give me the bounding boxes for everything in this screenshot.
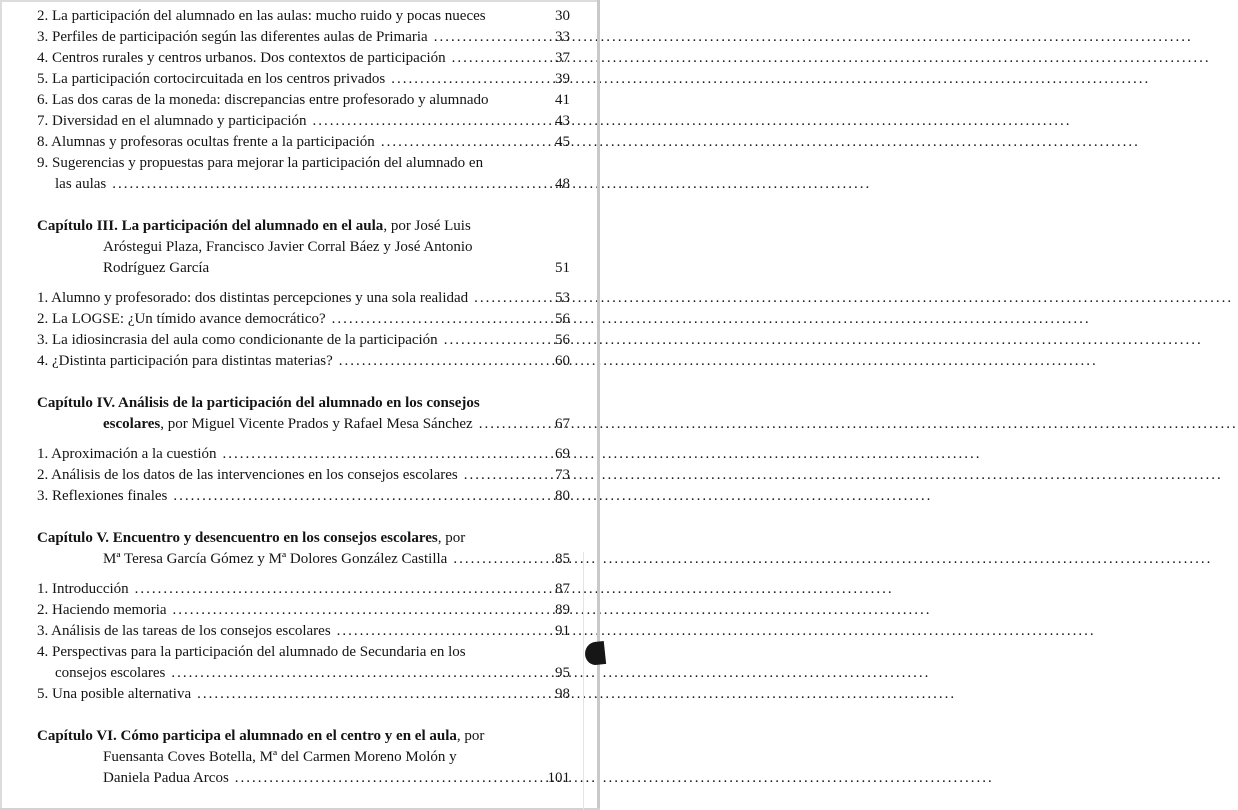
page-number: 33	[555, 29, 570, 45]
dot-leader	[453, 549, 541, 570]
dot-leader	[464, 465, 541, 486]
toc-line	[37, 414, 570, 435]
page-number: 39	[555, 71, 570, 87]
scan-edge-left	[0, 0, 2, 810]
toc-title-regular: 2. Análisis de los datos de las intervenciones en los consejos escolares	[37, 467, 458, 483]
page-number: 80	[555, 488, 570, 504]
toc-line	[37, 663, 570, 684]
dot-leader	[391, 69, 541, 90]
toc-text	[37, 48, 446, 69]
toc-line	[37, 351, 570, 372]
toc-entry-section	[37, 153, 570, 195]
toc-text	[55, 174, 106, 195]
page-number: 41	[555, 92, 570, 108]
toc-line	[37, 726, 570, 747]
toc-title-regular: 2. La participación del alumnado en las aulas: mucho ruido y pocas nueces	[37, 8, 486, 24]
toc-title-regular: consejos escolares	[55, 665, 166, 681]
toc-text	[103, 237, 473, 258]
toc-text	[37, 69, 385, 90]
toc-line	[37, 444, 570, 465]
toc-line	[37, 111, 570, 132]
dot-leader	[444, 330, 541, 351]
toc-entry-section	[37, 90, 570, 111]
toc-line	[37, 216, 570, 237]
dot-leader	[479, 414, 541, 435]
toc-title-regular: 9. Sugerencias y propuestas para mejorar la participación del alumnado en	[37, 155, 484, 171]
page-number: 45	[555, 134, 570, 150]
toc-line	[37, 330, 570, 351]
dot-leader	[173, 600, 541, 621]
toc-line	[37, 465, 570, 486]
dot-leader	[474, 288, 541, 309]
page-number: 67	[555, 416, 570, 432]
dot-leader	[171, 663, 541, 684]
toc-text	[37, 642, 466, 663]
toc-entry-section	[37, 330, 570, 351]
page-number: 48	[555, 176, 570, 192]
toc-text	[37, 393, 480, 414]
toc-entry-section	[37, 111, 570, 132]
toc-title-bold: Capítulo III. La participación del alumnado en el aula	[37, 218, 384, 234]
toc-text	[37, 528, 465, 549]
page-number: 43	[555, 113, 570, 129]
toc-title-regular: 2. La LOGSE: ¿Un tímido avance democrático?	[37, 311, 326, 327]
dot-leader	[223, 444, 541, 465]
toc-line	[37, 27, 570, 48]
toc-text	[37, 27, 428, 48]
dot-leader	[332, 309, 541, 330]
toc-entry-section	[37, 351, 570, 372]
dot-leader	[313, 111, 542, 132]
page-number: 37	[555, 50, 570, 66]
page-number: 69	[555, 446, 570, 462]
toc-entry-section	[37, 579, 570, 600]
toc-entry-section	[37, 48, 570, 69]
toc-text	[103, 768, 229, 789]
page-number: 56	[555, 311, 570, 327]
toc-title-regular: , por	[456, 728, 485, 744]
toc-line	[37, 153, 570, 174]
page-number: 98	[555, 686, 570, 702]
toc-text	[37, 579, 129, 600]
toc-text	[37, 288, 468, 309]
toc-text	[37, 621, 331, 642]
toc-title-regular: Fuensanta Coves Botella, Mª del Carmen Moreno Molón y	[103, 749, 457, 765]
toc-title-regular: 5. La participación cortocircuitada en los centros privados	[37, 71, 386, 87]
toc-text	[37, 486, 167, 507]
toc-title-regular: 4. ¿Distinta participación para distintas materias?	[37, 353, 333, 369]
toc-line	[37, 642, 570, 663]
dot-leader	[135, 579, 541, 600]
page-number: 30	[555, 8, 570, 24]
toc-title-regular: 3. La idiosincrasia del aula como condicionante de la participación	[37, 332, 438, 348]
toc-entry-section	[37, 309, 570, 330]
toc-text	[37, 132, 375, 153]
toc-line	[37, 90, 570, 111]
page-number: 91	[555, 623, 570, 639]
dot-leader	[235, 768, 541, 789]
toc-line	[37, 6, 570, 27]
toc-title-regular: 3. Perfiles de participación según las diferentes aulas de Primaria	[37, 29, 428, 45]
scan-edge-top	[0, 0, 600, 2]
toc-line	[37, 684, 570, 705]
toc-title-regular: 6. Las dos caras de la moneda: discrepancias entre profesorado y alumnado	[37, 92, 489, 108]
page-number: 95	[555, 665, 570, 681]
toc-text	[37, 465, 458, 486]
toc-title-regular: Rodríguez García	[103, 260, 210, 276]
toc-entry-section	[37, 465, 570, 486]
toc-title-regular: 8. Alumnas y profesoras ocultas frente a la participación	[37, 134, 375, 150]
toc-text	[103, 549, 447, 570]
toc-text	[37, 684, 191, 705]
page-number: 53	[555, 290, 570, 306]
toc-line	[37, 288, 570, 309]
toc-entry-chapter	[37, 393, 570, 435]
toc-title-regular: las aulas	[55, 176, 107, 192]
toc-line	[37, 528, 570, 549]
toc-entry-section	[37, 684, 570, 705]
toc-line	[37, 393, 570, 414]
toc-title-regular: 1. Aproximación a la cuestión	[37, 446, 217, 462]
toc-line	[37, 132, 570, 153]
toc-line	[37, 69, 570, 90]
toc-entry-section	[37, 27, 570, 48]
toc-entry-chapter	[37, 726, 570, 789]
toc-entry-section	[37, 69, 570, 90]
toc-title-regular: Mª Teresa García Gómez y Mª Dolores González Castilla	[103, 551, 448, 567]
toc-entry-section	[37, 444, 570, 465]
toc-line	[37, 174, 570, 195]
toc-list	[37, 6, 570, 798]
toc-text	[37, 600, 167, 621]
toc-text	[37, 90, 489, 111]
toc-title-bold: Capítulo IV. Análisis de la participación del alumnado en los consejos	[37, 395, 480, 411]
toc-entry-section	[37, 486, 570, 507]
toc-title-bold: Capítulo VI. Cómo participa el alumnado en el centro y en el aula	[37, 728, 457, 744]
toc-line	[37, 309, 570, 330]
toc-title-regular: 1. Alumno y profesorado: dos distintas percepciones y una sola realidad	[37, 290, 469, 306]
dot-leader	[112, 174, 541, 195]
toc-line	[37, 747, 570, 768]
page-number: 87	[555, 581, 570, 597]
toc-text	[37, 153, 483, 174]
toc-text	[37, 351, 333, 372]
toc-title-regular: 2. Haciendo memoria	[37, 602, 167, 618]
toc-text	[55, 663, 165, 684]
toc-entry-chapter	[37, 216, 570, 279]
toc-entry-section	[37, 132, 570, 153]
toc-title-regular: 3. Reflexiones finales	[37, 488, 168, 504]
toc-page	[0, 0, 600, 810]
ink-blot-artifact	[584, 641, 606, 666]
toc-text	[37, 216, 471, 237]
page-number: 60	[555, 353, 570, 369]
toc-text	[103, 258, 209, 279]
toc-title-regular: , por	[437, 530, 466, 546]
toc-title-regular: , por José Luis	[383, 218, 471, 234]
toc-title-regular: , por Miguel Vicente Prados y Rafael Mesa Sánchez	[160, 416, 473, 432]
toc-title-regular: 4. Centros rurales y centros urbanos. Dos contextos de participación	[37, 50, 446, 66]
toc-title-regular: 1. Introducción	[37, 581, 129, 597]
toc-title-regular: 5. Una posible alternativa	[37, 686, 192, 702]
toc-title-regular: Aróstegui Plaza, Francisco Javier Corral Báez y José Antonio	[103, 239, 473, 255]
toc-line	[37, 237, 570, 258]
toc-entry-section	[37, 600, 570, 621]
toc-entry-section	[37, 6, 570, 27]
toc-line	[37, 600, 570, 621]
toc-text	[103, 414, 473, 435]
toc-text	[37, 111, 307, 132]
toc-line	[37, 621, 570, 642]
toc-title-regular: Daniela Padua Arcos	[103, 770, 229, 786]
toc-title-regular: 3. Análisis de las tareas de los consejos escolares	[37, 623, 331, 639]
dot-leader	[381, 132, 541, 153]
page-number: 101	[547, 770, 570, 786]
toc-text	[103, 747, 457, 768]
page-number: 51	[555, 260, 570, 276]
toc-title-regular: 4. Perspectivas para la participación del alumnado de Secundaria en los	[37, 644, 466, 660]
toc-entry-section	[37, 621, 570, 642]
dot-leader	[173, 486, 541, 507]
toc-line	[37, 258, 570, 279]
dot-leader	[452, 48, 541, 69]
toc-line	[37, 768, 570, 789]
scan-crease-line	[583, 552, 584, 810]
dot-leader	[434, 27, 541, 48]
scan-edge-right	[597, 0, 600, 810]
toc-title-bold: Capítulo V. Encuentro y desencuentro en los consejos escolares	[37, 530, 438, 546]
toc-line	[37, 579, 570, 600]
toc-title-bold: escolares	[103, 416, 161, 432]
toc-text	[37, 309, 326, 330]
page-number: 85	[555, 551, 570, 567]
toc-entry-chapter	[37, 528, 570, 570]
toc-line	[37, 48, 570, 69]
page-number: 89	[555, 602, 570, 618]
dot-leader	[339, 351, 541, 372]
toc-text	[37, 726, 484, 747]
toc-line	[37, 486, 570, 507]
page-number: 56	[555, 332, 570, 348]
toc-text	[37, 444, 217, 465]
toc-text	[37, 6, 486, 27]
page-number: 73	[555, 467, 570, 483]
dot-leader	[337, 621, 541, 642]
toc-title-regular: 7. Diversidad en el alumnado y participación	[37, 113, 307, 129]
toc-line	[37, 549, 570, 570]
toc-entry-section	[37, 642, 570, 684]
toc-entry-section	[37, 288, 570, 309]
dot-leader	[197, 684, 541, 705]
toc-text	[37, 330, 438, 351]
